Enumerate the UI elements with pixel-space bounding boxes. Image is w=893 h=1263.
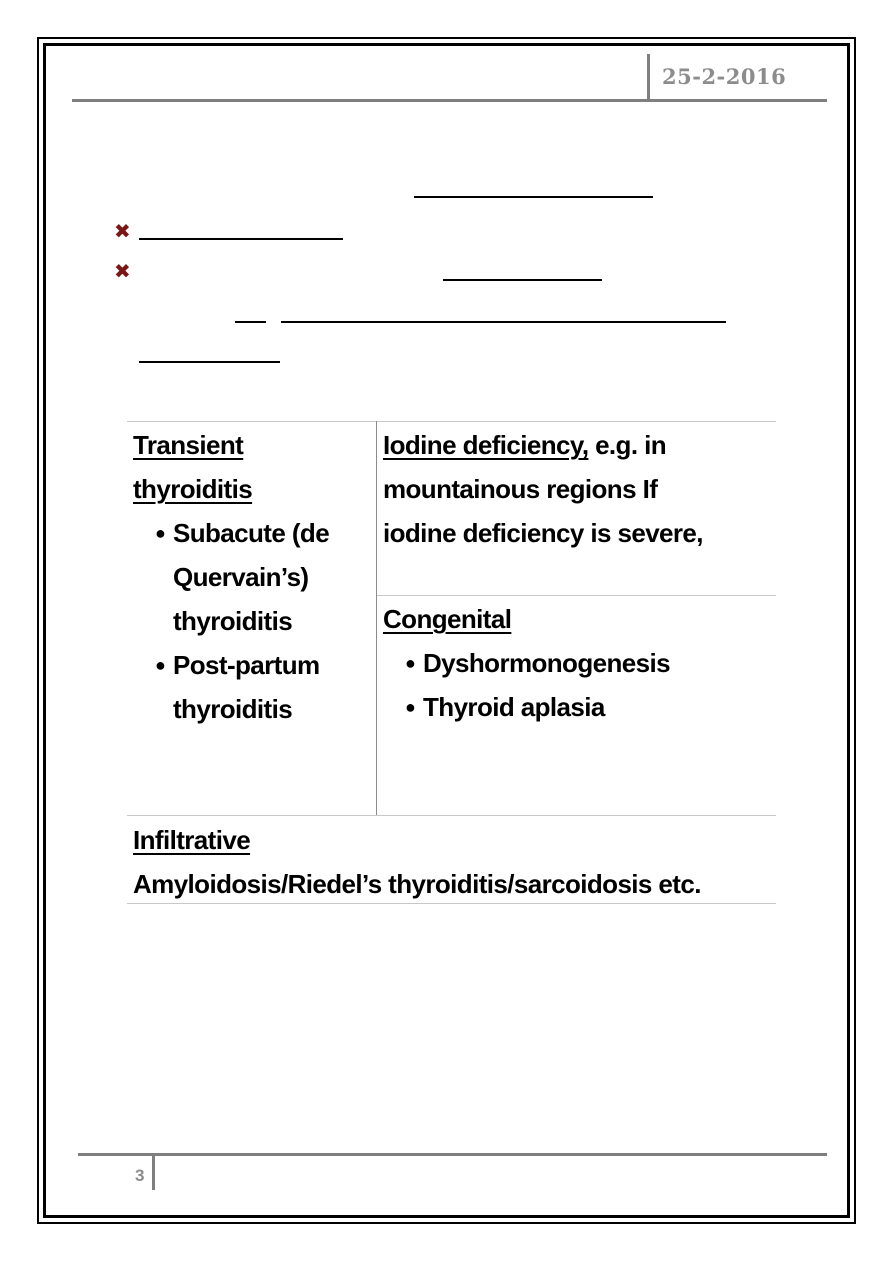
blank-underline-line-3b <box>281 321 726 323</box>
x-mark-bullet-icon: ✖ <box>114 219 131 243</box>
transient-heading-line2: thyroiditis <box>133 474 253 504</box>
table-rule-top <box>127 421 776 422</box>
bullet-dot-icon: ● <box>405 653 416 673</box>
subacute-line1: Subacute (de <box>173 518 330 548</box>
subacute-line2: Quervain’s) <box>173 562 309 592</box>
causes-table <box>127 421 776 904</box>
footer-separator <box>152 1155 155 1190</box>
iodine-line3: iodine deficiency is severe, <box>383 518 703 548</box>
header-rule <box>72 99 827 102</box>
blank-underline-line-4 <box>139 361 280 363</box>
x-mark-bullet-icon: ✖ <box>114 259 131 283</box>
page-number: 3 <box>135 1166 145 1185</box>
infiltrative-text: Amyloidosis/Riedel’s thyroiditis/sarcoidosis etc. <box>133 869 701 899</box>
blank-underline-line-2 <box>443 279 602 281</box>
transient-thyroiditis-cell <box>133 423 329 731</box>
table-rule-infiltrative <box>127 815 776 816</box>
congenital-heading: Congenital <box>383 604 512 634</box>
bullet-dot-icon: ● <box>405 697 416 717</box>
blank-underline-line-3a <box>235 321 266 323</box>
iodine-deficiency-cell <box>383 423 703 555</box>
congenital-item-2: Thyroid aplasia <box>423 692 605 722</box>
blank-underline-heading <box>414 196 653 198</box>
iodine-heading: Iodine deficiency, <box>383 430 589 460</box>
subacute-line3: thyroiditis <box>173 606 293 636</box>
iodine-line1-rest: e.g. in <box>588 430 666 460</box>
infiltrative-cell <box>133 818 701 906</box>
congenital-item-1: Dyshormonogenesis <box>423 648 670 678</box>
infiltrative-heading: Infiltrative <box>133 825 251 855</box>
header-separator <box>647 54 650 100</box>
footer-rule <box>78 1153 827 1156</box>
table-column-divider <box>376 421 377 815</box>
table-rule-middle <box>376 595 776 596</box>
post-partum-line1: Post-partum <box>173 650 320 680</box>
iodine-line2: mountainous regions If <box>383 474 658 504</box>
bullet-dot-icon: ● <box>155 655 166 675</box>
congenital-cell <box>383 597 670 729</box>
header-date: 25-2-2016 <box>662 64 787 89</box>
bullet-dot-icon: ● <box>155 523 166 543</box>
post-partum-line2: thyroiditis <box>173 694 293 724</box>
blank-underline-line-1 <box>139 238 343 240</box>
transient-heading-line1: Transient <box>133 430 244 460</box>
